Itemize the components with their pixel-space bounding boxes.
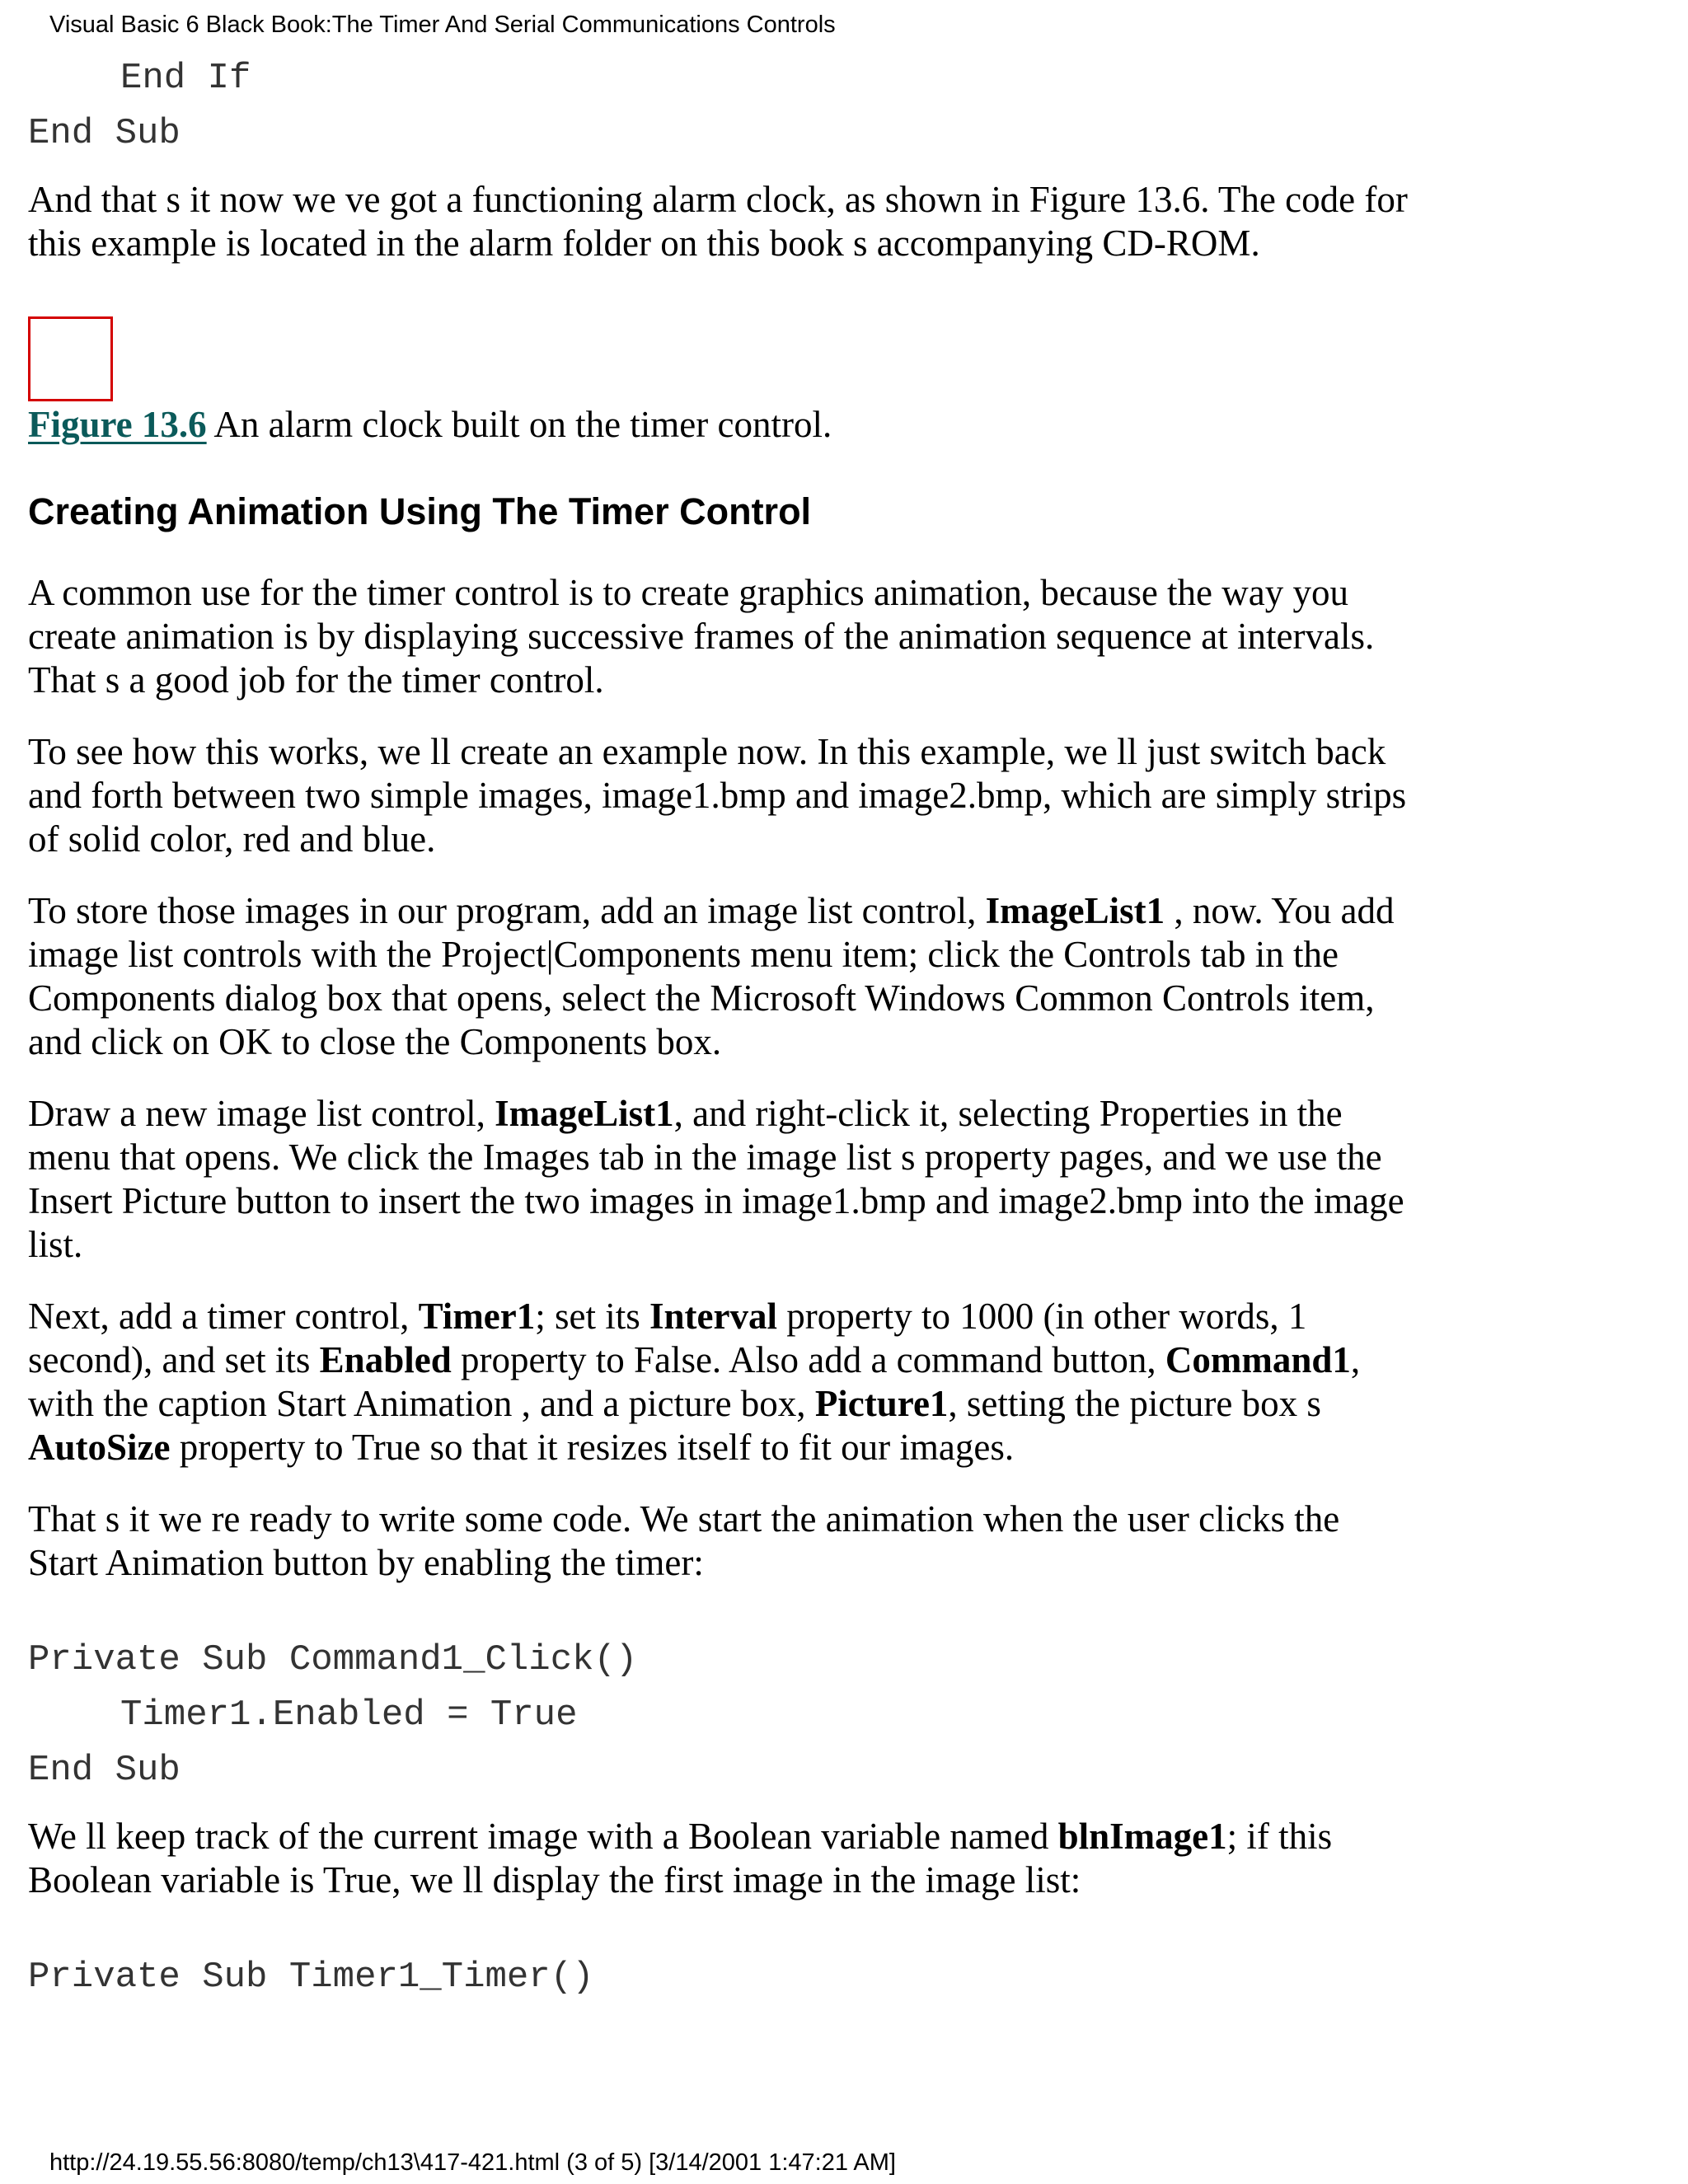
text-run: Draw a new image list control, xyxy=(28,1093,495,1134)
bold-term: Enabled xyxy=(319,1339,452,1380)
paragraph-store-images xyxy=(28,889,1413,1064)
text-run: ; set its xyxy=(535,1296,650,1337)
figure-caption xyxy=(28,403,1413,447)
figure-link[interactable]: Figure 13.6 xyxy=(28,404,207,445)
code-line: Private Sub Command1_Click() xyxy=(28,1639,638,1680)
code-line: End Sub xyxy=(28,1750,181,1791)
document-footer-url: http://24.19.55.56:8080/temp/ch13\417-421.html (3 of 5) [3/14/2001 1:47:21 AM] xyxy=(49,2149,896,2176)
text-run: property to True so that it resizes itself to fit our images. xyxy=(170,1427,1015,1468)
bold-term: Interval xyxy=(649,1296,777,1337)
code-text: Timer1.Enabled = True xyxy=(120,1694,578,1736)
bold-term: AutoSize xyxy=(28,1427,171,1468)
code-block-command1-click xyxy=(28,1633,1413,1798)
code-line: End Sub xyxy=(28,113,181,154)
bold-term: Command1 xyxy=(1165,1339,1351,1380)
section-heading: Creating Animation Using The Timer Control xyxy=(28,490,812,532)
text-run: , setting the picture box s xyxy=(948,1383,1321,1424)
paragraph-ready-to-code: That s it we re ready to write some code. We start the animation when the user clicks the Start Animation button by enabling the timer: xyxy=(28,1498,1340,1583)
paragraph-common-use: A common use for the timer control is to create graphics animation, because the way you create animation is by displaying successive frames of the animation sequence at intervals. That s a good job for the timer control. xyxy=(28,572,1375,701)
bold-term: blnImage1 xyxy=(1057,1816,1227,1857)
figure-caption-text: An alarm clock built on the timer control. xyxy=(206,404,832,445)
code-line: Private Sub Timer1_Timer() xyxy=(28,1957,594,1998)
paragraph-draw-image-list xyxy=(28,1092,1413,1267)
bold-term: ImageList1 xyxy=(495,1093,674,1134)
document-header-title: Visual Basic 6 Black Book:The Timer And Serial Communications Controls xyxy=(49,12,836,38)
text-run: To store those images in our program, add an image list control, xyxy=(28,890,986,931)
code-block-timer1-timer xyxy=(28,1950,1413,2005)
figure-image-placeholder[interactable] xyxy=(28,316,113,401)
code-text: End If xyxy=(120,58,251,99)
paragraph-add-timer xyxy=(28,1295,1413,1469)
paragraph-see-how: To see how this works, we ll create an example now. In this example, we ll just switch back and forth between two simple images, image1.bmp and image2.bmp, which are simply strips of solid color, red and blue. xyxy=(28,731,1407,860)
text-run: Next, add a timer control, xyxy=(28,1296,419,1337)
text-run: property to 1000 (in other words, 1 second), and set its xyxy=(28,1296,1307,1380)
text-run: ; if this Boolean variable is True, we ll display the first image in the image list: xyxy=(28,1816,1333,1900)
paragraph-alarm-clock: And that s it now we ve got a functioning alarm clock, as shown in Figure 13.6. The code for this example is located in the alarm folder on this book s accompanying CD-ROM. xyxy=(28,179,1408,264)
text-run: We ll keep track of the current image with a Boolean variable named xyxy=(28,1816,1058,1857)
text-run: , now. You add image list controls with the Project|Components menu item; click the Controls tab in the Components dialog box that opens, select the Microsoft Windows Common Controls item, and click on OK to close the Components box. xyxy=(28,890,1395,1062)
code-line xyxy=(28,51,1413,106)
text-run: , with the caption Start Animation , and a picture box, xyxy=(28,1339,1361,1424)
document-content xyxy=(28,51,1413,2005)
text-run: , and right-click it, selecting Properties in the menu that opens. We click the Images tab in the image list s property pages, and we use the Insert Picture button to insert the two images in image1.bmp and image2.bmp into the image list. xyxy=(28,1093,1404,1265)
code-block-end-if xyxy=(28,51,1413,162)
paragraph-track-image xyxy=(28,1815,1413,1902)
text-run: property to False. Also add a command button, xyxy=(451,1339,1165,1380)
bold-term: Timer1 xyxy=(418,1296,536,1337)
bold-term: Picture1 xyxy=(814,1383,949,1424)
code-line xyxy=(28,1688,1413,1743)
bold-term: ImageList1 xyxy=(985,890,1165,931)
